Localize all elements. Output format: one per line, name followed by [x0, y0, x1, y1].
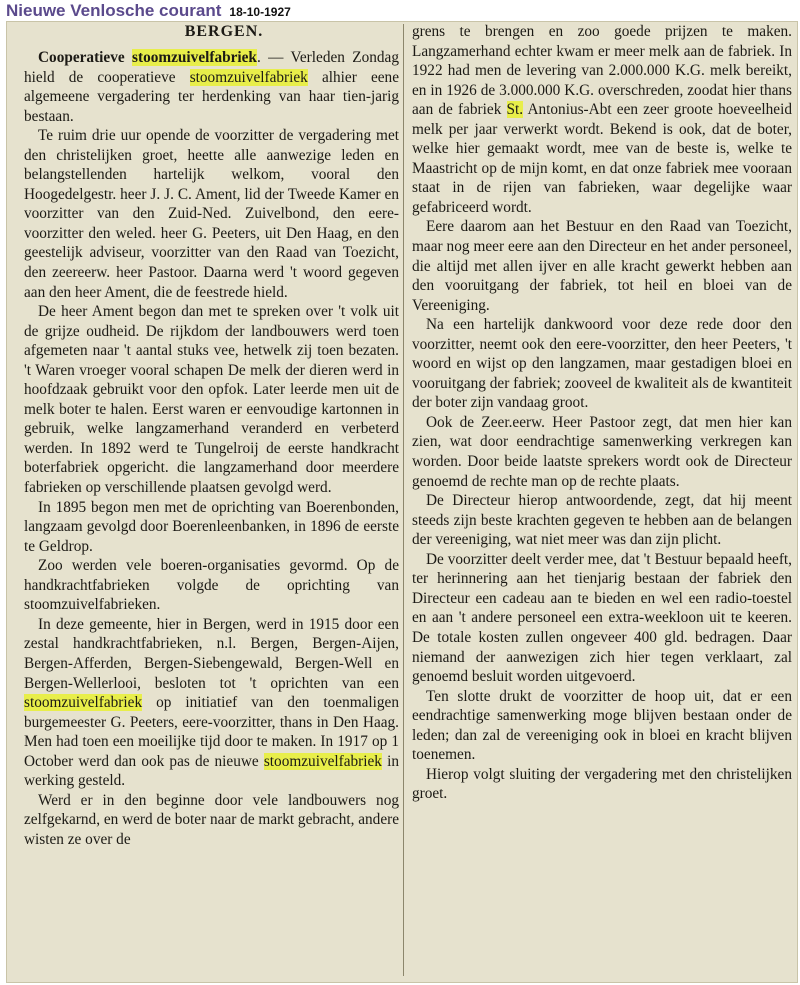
highlighted-term: stoomzuivelfabriek [189, 68, 308, 86]
article-paragraph [412, 315, 792, 413]
masthead [6, 1, 291, 21]
publication-date: 18-10-1927 [229, 5, 291, 19]
article-paragraph [24, 556, 399, 615]
text-run: Ten slotte drukt de voorzitter de hoop uit, dat er een eendrachtige samenwerking moge blijven bestaan onder de leden; dan zal de vereeniging ook in bloei en kracht blijven toenemen. [412, 687, 792, 764]
newspaper-clipping [6, 21, 798, 983]
text-run: In 1895 begon men met de oprichting van Boerenbonden, langzaam gevolgd door Boerenleenbanken, in 1896 de eerste te Geldrop. [24, 498, 399, 555]
article-paragraph [412, 550, 792, 687]
text-run: in werking gesteld. [24, 752, 399, 790]
right-column-body [412, 22, 792, 804]
section-heading: BERGEN. [184, 23, 264, 40]
newspaper-name: Nieuwe Venlosche courant [6, 1, 222, 20]
text-run: Hierop volgt sluiting der vergadering met den christelijken groet. [412, 765, 792, 803]
article-paragraph [24, 126, 399, 302]
text-run: Na een hartelijk dankwoord voor deze rede door den voorzitter, neemt ook den eere-voorzitter, den heer Peeters, 't woord en wijst op den langzamen, maar gestadigen bloei en vooruitgang der fabriek; zooveel de kwaliteit als de kwantiteit der boter zijn vandaag groot. [412, 316, 792, 412]
text-run: De Directeur hierop antwoordende, zegt, dat hij meent steeds zijn beste krachten gegeven te hebben aan de belangen der vereeniging, wat niet meer was dan zijn plicht. [412, 492, 792, 549]
article-paragraph [24, 498, 399, 557]
highlighted-term: stoomzuivelfabriek [263, 752, 382, 770]
right-column [412, 22, 792, 982]
article-paragraph [24, 791, 399, 850]
text-run: Ook de Zeer.eerw. Heer Pastoor zegt, dat men hier kan zien, wat door eendrachtige samenwerking verkregen kan worden. Door beide laatste sprekers wordt ook de Directeur genoemd de rechte man op de rechte plaats. [412, 413, 792, 490]
article-paragraph [24, 615, 399, 791]
text-run: Antonius-Abt een zeer groote hoeveelheid melk per jaar verwerkt wordt. Bekend is ook, dat de boter, welke hier gemaakt wordt, mee van de beste is, welke te Maastricht op de mijn komt, en dat onze fabriek mee vooraan staat in de rijen van fabrieken, waar degelijke waar gefabriceerd wordt. [412, 101, 792, 216]
article-paragraph [412, 413, 792, 491]
text-run: Zoo werden vele boeren-organisaties gevormd. Op de handkrachtfabrieken volgde de oprichting van stoomzuivelfabrieken. [24, 557, 399, 614]
text-run: Werd er in den beginne door vele landbouwers nog zelfgekarnd, en werd de boter naar de markt gebracht, andere wisten ze over de [24, 791, 399, 848]
article-paragraph [412, 217, 792, 315]
article-paragraph [412, 491, 792, 550]
text-run: Te ruim drie uur opende de voorzitter de vergadering met den christelijken groet, heette alle aanwezige leden en belangstellenden hartelijk welkom, vooral den Hoogedelgestr. heer J. J. C. Ament, lid der Tweede Kamer en voorzitter van den Zuid-Ned. Zuivelbond, den eere-voorzitter den weled. heer G. Peeters, uit Den Haag, en den geestelijk adviseur, voorzitter van den Raad van Toezicht, den zeereerw. heer Pastoor. Daarna werd 't woord gegeven aan den heer Ament, die de feestrede hield. [24, 127, 399, 301]
text-run: De heer Ament begon dan met te spreken over 't volk uit de grijze oudheid. De rijkdom der landbouwers werd toen afgemeten naar 't aantal stuks vee, hetwelk zij toen bezaten. 't Waren vroeger vooral schapen De melk der dieren werd in hoofdzaak gebruikt voor den opfok. Later leerde men uit de melk boter te halen. Eerst waren er eenvoudige kartonnen in gebruik, welke langzamerhand veranderd en verbeterd werden. In 1892 werd te Tungelroij de eerste handkracht boterfabriek opgericht. die langzamerhand door meerdere fabrieken op verschillende plaatsen gevolgd werd. [24, 303, 399, 497]
column-divider [403, 24, 404, 976]
article-paragraph [412, 765, 792, 804]
left-column [24, 22, 399, 982]
text-run: Eere daarom aan het Bestuur en den Raad van Toezicht, maar nog meer eere aan den Directeur en het ander personeel, die altijd met allen ijver en alle kracht gewerkt hebben aan den vooruitgang der fabriek, tot heil en bloei van de Vereeniging. [412, 218, 792, 314]
highlighted-term: stoomzuivelfabriek [132, 49, 257, 66]
text-run: In deze gemeente, hier in Bergen, werd in 1915 door een zestal handkrachtfabrieken, n.l. Bergen, Bergen-Aijen, Bergen-Afferden, Bergen-Siebengewald, Bergen-Well en Bergen-Wellerlooi, besloten tot 't oprichten van een [24, 615, 399, 692]
highlighted-term: stoomzuivelfabriek [24, 694, 143, 712]
highlighted-term: St. [506, 101, 524, 119]
article-paragraph [412, 22, 792, 217]
article-paragraph [24, 48, 399, 126]
article-lead-title: Cooperatieve [38, 49, 133, 66]
text-run: . — Verleden Zondag hield de cooperatieve [24, 49, 399, 86]
article-paragraph [412, 687, 792, 765]
article-paragraph [24, 302, 399, 497]
text-run: alhier eene algemeene vergadering ter herdenking van haar tien-jarig bestaan. [24, 68, 399, 125]
left-column-body [24, 48, 399, 849]
text-run: op initiatief van den toenmaligen burgemeester G. Peeters, eere-voorzitter, thans in Den Haag. Men had toen een moeilijke tijd door te maken. In 1917 op 1 October werd dan ook pas de nieuwe [24, 694, 399, 770]
text-run: grens te brengen en zoo goede prijzen te maken. Langzamerhand echter kwam er meer melk aan de fabriek. In 1922 had men de levering van 2.000.000 K.G. melk bereikt, en in 1926 de 3.000.000 K.G. overschreden, zoodat hier thans aan de fabriek [412, 23, 792, 119]
text-run: De voorzitter deelt verder mee, dat 't Bestuur bepaald heeft, ter herinnering aan het tienjarig bestaan der fabriek den Directeur een cadeau aan te bieden en wel een radio-toestel en aan 't andere personeel een extra-weekloon uit te keeren. De totale kosten zullen ongeveer 400 gld. bedragen. Daar niemand der aanwezigen zich hier tegen verklaart, zal genoemd besluit worden uitgevoerd. [412, 550, 792, 686]
